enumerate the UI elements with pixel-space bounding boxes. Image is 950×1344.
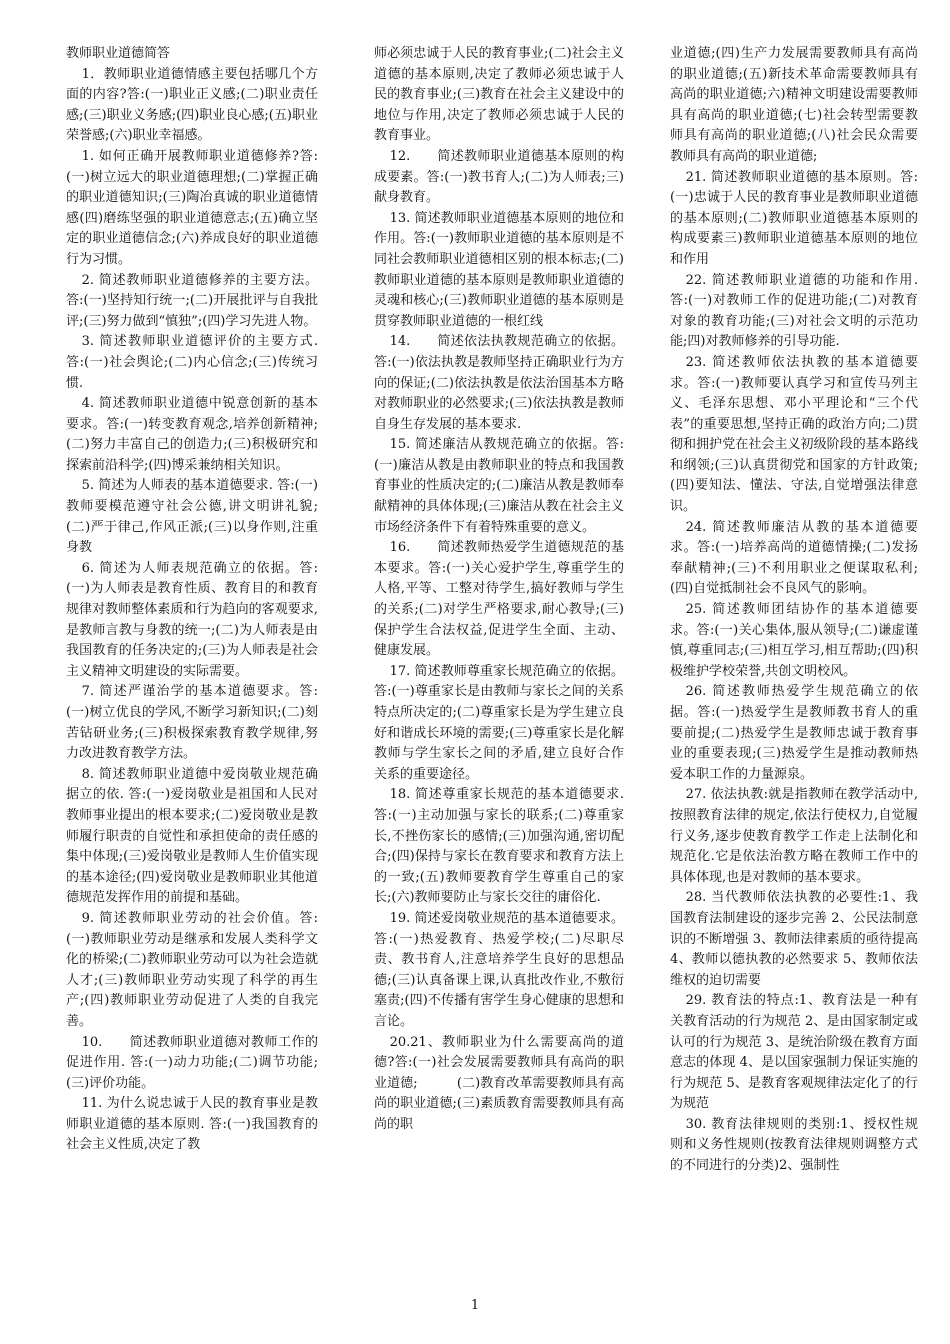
paragraph: 1．教师职业道德情感主要包括哪几个方面的内容?答:(一)职业正义感;(二)职业责任感;(三)职业义务感;(四)职业良心感;(五)职业荣誉感;(六)职业幸福感。	[66, 66, 318, 144]
paragraph: 12. 简述教师职业道德基本原则的构成要素。答:(一)教书育人;(二)为人师表;三)献身教育。	[374, 148, 624, 206]
paragraph: 23. 简述教师依法执教的基本道德要求。答:(一)教师要认真学习和宣传马列主义、毛泽东思想、邓小平理论和“三个代表”的重要思想,坚持正确的政治方向;二)贯彻和拥护党在社会主义初级阶段的基本路线和纲领;(三)认真贯彻党和国家的方针政策;(四)要知法、懂法、守法,自觉增强法律意识。	[670, 354, 918, 515]
text-column-1	[66, 44, 318, 1284]
paragraph: 24. 简述教师廉洁从教的基本道德要求。答:(一)培养高尚的道德情操;(二)发扬奉献精神;(三)不利用职业之便谋取私利;(四)自觉抵制社会不良风气的影响。	[670, 519, 918, 597]
paragraph: 20.21、教师职业为什么需要高尚的道德?答:(一)社会发展需要教师具有高尚的职业道德; (二)教育改革需要教师具有高尚的职业道德;(三)素质教育需要教师具有高尚的职	[374, 1034, 624, 1132]
paragraph: 3. 简述教师职业道德评价的主要方式. 答:(一)社会舆论;(二)内心信念;(三)传统习惯.	[66, 334, 318, 391]
paragraph: 28. 当代教师依法执教的必要性:1、我国教育法制建设的逐步完善 2、公民法制意识的不断增强 3、教师法律素质的亟待提高 4、教师以德执教的必然要求 5、教师依法维权的迫切需要	[670, 890, 918, 988]
paragraph: 1. 如何正确开展教师职业道德修养?答:(一)树立远大的职业道德理想;(二)掌握正确的职业道德知识;(三)陶冶真诚的职业道德情感(四)磨练坚强的职业道德意志;(五)确立坚定的职业道德信念;(六)养成良好的职业道德行为习惯。	[66, 148, 318, 267]
paragraph: 6. 简述为人师表规范确立的依据。答:(一)为人师表是教育性质、教育目的和教育规律对教师整体素质和行为趋向的客观要求,是教师言教与身教的统一;(二)为人师表是由我国教育的任务决定的;(三)为人师表是社会主义精神文明建设的实际需要。	[66, 560, 318, 679]
paragraph: 业道德;(四)生产力发展需要教师具有高尚的职业道德;(五)新技术革命需要教师具有高尚的职业道德;六)精神文明建设需要教师具有高尚的职业道德;(七)社会转型需要教师具有高尚的职业道德;(八)社会民众需要教师具有高尚的职业道德;	[670, 46, 918, 164]
paragraph: 16. 简述教师热爱学生道德规范的基本要求。答:(一)关心爱护学生,尊重学生的人格,平等、工整对待学生,搞好教师与学生的关系;(二)对学生严格要求,耐心教导;(三)保护学生合法权益,促进学生全面、主动、健康发展。	[374, 540, 624, 659]
text-column-2	[374, 44, 624, 1284]
paragraph: 13. 简述教师职业道德基本原则的地位和作用。答:(一)教师职业道德的基本原则是不同社会教师职业道德相区别的根本标志;(二)教师职业道德的基本原则是教师职业道德的灵魂和核心;(三)教师职业道德的基本原则是贯穿教师职业道德的一根红线	[374, 210, 624, 329]
paragraph: 22. 简述教师职业道德的功能和作用. 答:(一)对教师工作的促进功能;(二)对教育对象的教育功能;(三)对社会文明的示范功能;四)对教师修养的引导功能.	[670, 272, 918, 350]
paragraph: 15. 简述廉洁从教规范确立的依据。答:(一)廉洁从教是由教师职业的特点和我国教育事业的性质决定的;(二)廉洁从教是教师奉献精神的具体体现;(三)廉洁从教在社会主义市场经济条件下有着特殊重要的意义。	[374, 437, 624, 535]
paragraph: 2. 简述教师职业道德修养的主要方法。答:(一)坚持知行统一;(二)开展批评与自我批评;(三)努力做到“慎独”;(四)学习先进人物。	[66, 272, 318, 329]
paragraph: 9. 简述教师职业劳动的社会价值。答:(一)教师职业劳动是继承和发展人类科学文化的桥梁;(二)教师职业劳动可以为社会造就人才;(三)教师职业劳动实现了科学的再生产;(四)教师职业劳动促进了人类的自我完善。	[66, 910, 318, 1029]
paragraph: 25. 简述教师团结协作的基本道德要求。答:(一)关心集体,服从领导;(二)谦虚谨慎,尊重同志;(三)相互学习,相互帮助;(四)积极维护学校荣誉,共创文明校风。	[670, 602, 918, 679]
paragraph: 14. 简述依法执教规范确立的依据。答:(一)依法执教是教师坚持正确职业行为方向的保证;(二)依法执教是依法治国基本方略对教师职业的必然要求;(三)依法执教是教师自身生存发展的基本要求.	[374, 334, 624, 432]
text-column-3	[670, 44, 918, 1284]
paragraph: 10. 简述教师职业道德对教师工作的促进作用. 答:(一)动力功能;(二)调节功能;(三)评价功能。	[66, 1034, 318, 1091]
paragraph: 19. 简述爱岗敬业规范的基本道德要求。答:(一)热爱教育、热爱学校;(二)尽职尽责、教书育人,注意培养学生良好的思想品德;(三)认真备课上课,认真批改作业,不敷衍塞责;(四)不传播有害学生身心健康的思想和言论。	[374, 910, 624, 1029]
paragraph: 26. 简述教师热爱学生规范确立的依据。答:(一)热爱学生是教师教书育人的重要前提;(二)热爱学生是教师忠诚于教育事业的重要表现;(三)热爱学生是推动教师热爱本职工作的力量源泉。	[670, 684, 918, 782]
paragraph: 29. 教育法的特点:1、教育法是一种有关教育活动的行为规范 2、是由国家制定或认可的行为规范 3、是统治阶级在教育方面意志的体现 4、是以国家强制力保证实施的行为规范 5、是教育客观规律法定化了的行为规范	[670, 993, 918, 1112]
paragraph: 17. 简述教师尊重家长规范确立的依据。答:(一)尊重家长是由教师与家长之间的关系特点所决定的;(二)尊重家长是为学生建立良好和谐成长环境的需要;(三)尊重家长是化解教师与学生家长之间的矛盾,建立良好合作关系的重要途径。	[374, 663, 624, 782]
page-number: 1	[470, 1298, 480, 1313]
paragraph: 27. 依法执教:就是指教师在教学活动中,按照教育法律的规定,依法行使权力,自觉履行义务,逐步使教育教学工作走上法制化和规范化.它是依法治教方略在教师工作中的具体体现,也是对教师的基本要求。	[670, 787, 918, 885]
paragraph: 师必须忠诚于人民的教育事业;(二)社会主义道德的基本原则,决定了教师必须忠诚于人民的教育事业;(三)教育在社会主义建设中的地位与作用,决定了教师必须忠诚于人民的教育事业。	[374, 46, 624, 144]
paragraph: 5. 简述为人师表的基本道德要求. 答:(一)教师要模范遵守社会公德,讲文明讲礼貌;(二)严于律己,作风正派;(三)以身作则,注重身教	[66, 478, 318, 556]
paragraph: 11. 为什么说忠诚于人民的教育事业是教师职业道德的基本原则. 答:(一)我国教育的社会主义性质,决定了教	[66, 1096, 318, 1153]
paragraph: 8. 简述教师职业道德中爱岗敬业规范确据立的依. 答:(一)爱岗敬业是祖国和人民对教师事业提出的根本要求;(二)爱岗敬业是教师履行职责的自觉性和承担使命的责任感的集中体现;(三)爱岗敬业是教师人生价值实现的基本途径;(四)爱岗敬业是教师职业其他道德规范发挥作用的前提和基础。	[66, 766, 318, 906]
paragraph: 21. 简述教师职业道德的基本原则。答:(一)忠诚于人民的教育事业是教师职业道德的基本原则;(二)教师职业道德基本原则的构成要素三)教师职业道德基本原则的地位和作用	[670, 169, 918, 267]
paragraph: 18. 简述尊重家长规范的基本道德要求. 答:(一)主动加强与家长的联系;(二)尊重家长,不挫伤家长的感情;(三)加强沟通,密切配合;(四)保持与家长在教育要求和教育方法上的一致;(五)教师要教育学生尊重自己的家长;(六)教师要防止与家长交往的庸俗化.	[374, 787, 624, 906]
paragraph: 7. 简述严谨治学的基本道德要求。答:(一)树立优良的学风,不断学习新知识;(二)刻苦钻研业务;(三)积极探索教育教学规律,努力改进教育教学方法。	[66, 684, 318, 762]
paragraph: 30. 教育法律规则的类别:1、授权性规则和义务性规则(按教育法律规则调整方式的不同进行的分类)2、强制性	[670, 1116, 918, 1174]
document-title: 教师职业道德简答	[66, 46, 171, 61]
paragraph: 4. 简述教师职业道德中锐意创新的基本要求。答:(一)转变教育观念,培养创新精神;(二)努力丰富自己的创造力;(三)积极研究和探索前沿科学;(四)博采兼纳相关知识。	[66, 396, 318, 473]
